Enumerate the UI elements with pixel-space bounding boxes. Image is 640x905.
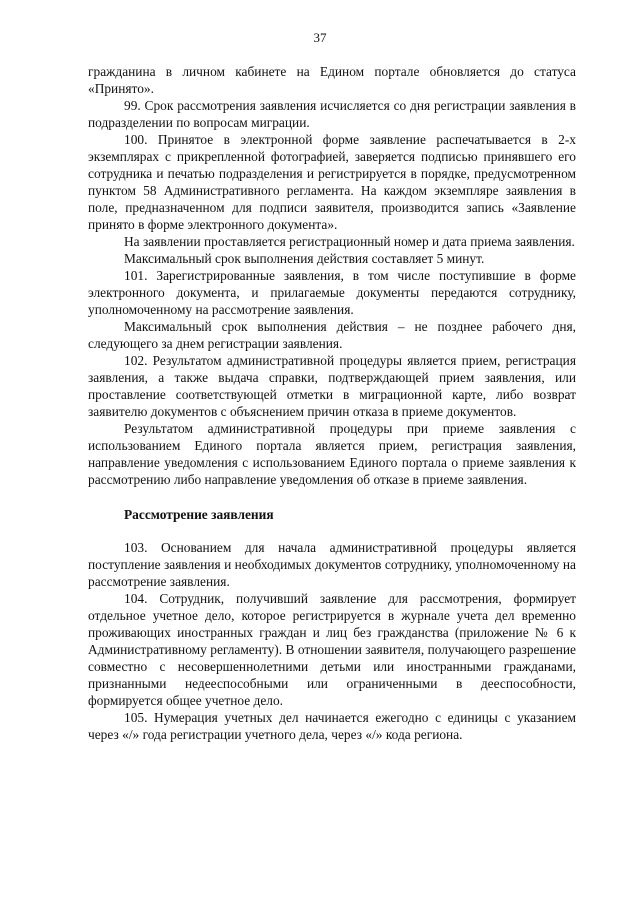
paragraph-continuation: гражданина в личном кабинете на Едином портале обновляется до статуса «Принято». — [88, 64, 576, 96]
paragraph-99: 99. Срок рассмотрения заявления исчисляется со дня регистрации заявления в подразделении по вопросам миграции. — [88, 98, 576, 130]
paragraph-105: 105. Нумерация учетных дел начинается ежегодно с единицы с указанием через «/» года регистрации учетного дела, через «/» кода региона. — [88, 710, 576, 742]
paragraph-max-time-5-min: Максимальный срок выполнения действия составляет 5 минут. — [124, 251, 485, 266]
document-body — [88, 63, 576, 743]
paragraph-103: 103. Основанием для начала административной процедуры является поступление заявления и необходимых документов сотруднику, уполномоченному на рассмотрение заявления. — [88, 540, 576, 589]
paragraph-100: 100. Принятое в электронной форме заявление распечатывается в 2-х экземплярах с прикрепленной фотографией, заверяется подписью принявшего его сотрудника и печатью подразделения и регистрируется в порядке, предусмотренном пунктом 58 Административного регламента. На каждом экземпляре заявления в поле, предназначенном для подписи заявителя, производится запись «Заявление принято в форме электронного документа». — [88, 132, 576, 232]
paragraph-max-time-working-day: Максимальный срок выполнения действия – не позднее рабочего дня, следующего за днем регистрации заявления. — [88, 319, 576, 351]
page-number: 37 — [313, 30, 327, 45]
section-heading: Рассмотрение заявления — [124, 507, 274, 522]
paragraph-104: 104. Сотрудник, получивший заявление для рассмотрения, формирует отдельное учетное дело, которое регистрируется в журнале учета дел временно проживающих иностранных граждан и лиц без гражданства (приложение № 6 к Административному регламенту). В отношении заявителя, получающего разрешение совместно с несовершеннолетними детьми или иностранными гражданами, признанными недееспособными или ограниченными в дееспособности, формируется общее учетное дело. — [88, 591, 576, 708]
paragraph-result-portal: Результатом административной процедуры при приеме заявления с использованием Единого портала является прием, регистрация заявления, направление уведомления с использованием Единого портала о приеме заявления к рассмотрению либо направление уведомления об отказе в приеме заявления. — [88, 421, 576, 487]
paragraph-registration-number: На заявлении проставляется регистрационный номер и дата приема заявления. — [124, 234, 575, 249]
paragraph-101: 101. Зарегистрированные заявления, в том числе поступившие в форме электронного документа, и прилагаемые документы передаются сотруднику, уполномоченному на рассмотрение заявления. — [88, 268, 576, 317]
paragraph-102: 102. Результатом административной процедуры является прием, регистрация заявления, а также выдача справки, подтверждающей прием заявления, или проставление соответствующей отметки в миграционной карте, либо возврат заявителю документов с объяснением причин отказа в приеме документов. — [88, 353, 576, 419]
